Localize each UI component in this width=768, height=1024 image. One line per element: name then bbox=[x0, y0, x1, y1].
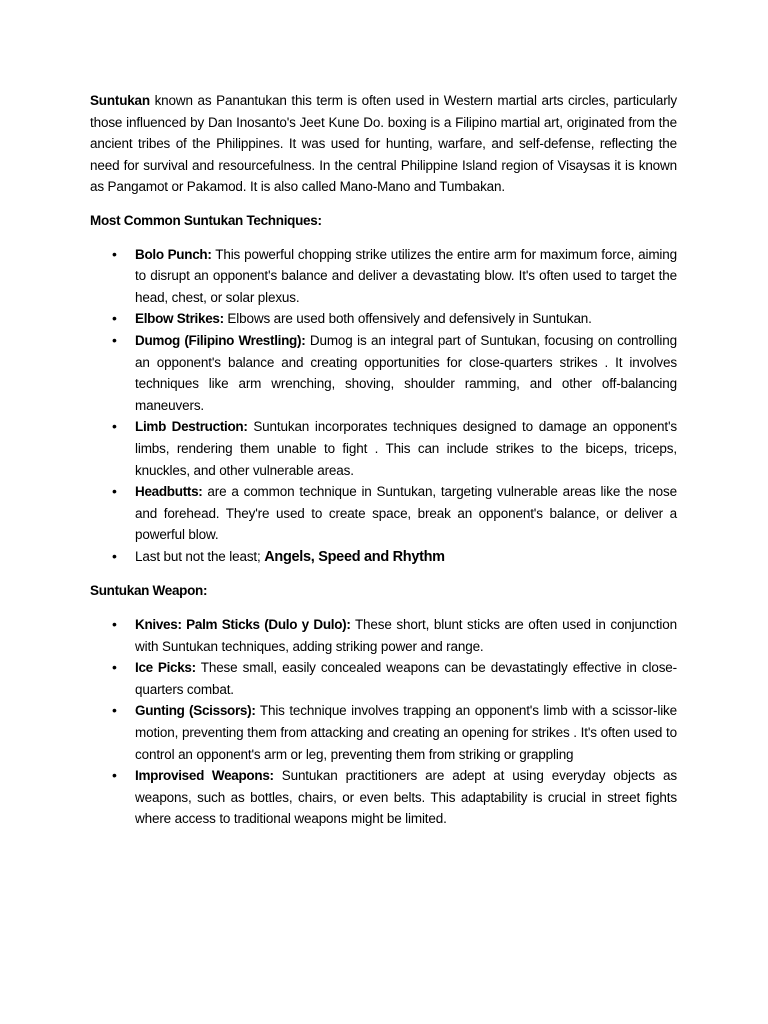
techniques-list bbox=[90, 244, 677, 569]
list-item bbox=[90, 330, 677, 416]
item-term: Limb Destruction: bbox=[135, 419, 248, 435]
bullet-icon: • bbox=[112, 418, 117, 435]
item-term: Elbow Strikes: bbox=[135, 311, 224, 327]
weapons-list bbox=[90, 614, 677, 830]
item-term: Headbutts: bbox=[135, 484, 203, 500]
item-term: Ice Picks: bbox=[135, 660, 196, 676]
last-item-emphasis: Angels, Speed and Rhythm bbox=[264, 548, 445, 565]
list-item bbox=[90, 244, 677, 309]
list-item bbox=[90, 481, 677, 546]
bullet-icon: • bbox=[112, 616, 117, 633]
item-term: Gunting (Scissors): bbox=[135, 703, 256, 719]
bullet-icon: • bbox=[112, 767, 117, 784]
item-term: Improvised Weapons: bbox=[135, 768, 274, 784]
item-text: Dumog is an integral part of Suntukan, focusing on controlling an opponent's balance and creating opportunities for close-quarters strikes . It involves techniques like arm wrenching, shoving, shoulder ramming, and other off-balancing maneuvers. bbox=[135, 332, 677, 413]
item-text: This powerful chopping strike utilizes the entire arm for maximum force, aiming to disrupt an opponent's balance and deliver a devastating blow. It's often used to target the head, chest, or solar plexus. bbox=[135, 246, 677, 305]
item-term: Knives: Palm Sticks (Dulo y Dulo): bbox=[135, 617, 351, 633]
last-item-text: Last but not the least; bbox=[135, 548, 265, 564]
bullet-icon: • bbox=[112, 547, 117, 564]
intro-paragraph bbox=[90, 90, 677, 198]
bullet-icon: • bbox=[112, 659, 117, 676]
list-item bbox=[90, 657, 677, 700]
bullet-icon: • bbox=[112, 245, 117, 262]
item-text: are a common technique in Suntukan, targeting vulnerable areas like the nose and forehead. They're used to create space, break an opponent's balance, or deliver a powerful blow. bbox=[135, 484, 677, 543]
list-item bbox=[90, 416, 677, 481]
techniques-heading: Most Common Suntukan Techniques: bbox=[90, 212, 322, 228]
bullet-icon: • bbox=[112, 310, 117, 327]
list-item bbox=[90, 614, 677, 657]
item-text: Elbows are used both offensively and defensively in Suntukan. bbox=[223, 311, 592, 327]
list-item bbox=[90, 308, 677, 330]
bullet-icon: • bbox=[112, 702, 117, 719]
list-item bbox=[90, 700, 677, 765]
item-term: Dumog (Filipino Wrestling): bbox=[135, 332, 306, 348]
document-page bbox=[90, 90, 677, 830]
item-text: Suntukan practitioners are adept at using everyday objects as weapons, such as bottles, chairs, or even belts. This adaptability is crucial in street fights where access to traditional weapons might be limited. bbox=[135, 768, 677, 827]
item-term: Bolo Punch: bbox=[135, 246, 212, 262]
item-text: These small, easily concealed weapons can be devastatingly effective in close-quarters combat. bbox=[135, 660, 678, 697]
bullet-icon: • bbox=[112, 483, 117, 500]
bullet-icon: • bbox=[112, 331, 117, 348]
item-text: This technique involves trapping an opponent's limb with a scissor-like motion, preventing them from attacking and creating an opening for strikes . It's often used to control an opponent's arm or leg, preventing them from striking or grappling bbox=[135, 703, 677, 762]
intro-lead-term: Suntukan bbox=[90, 93, 150, 108]
item-text: These short, blunt sticks are often used in conjunction with Suntukan techniques, adding striking power and range. bbox=[135, 617, 677, 654]
intro-text: known as Panantukan this term is often used in Western martial arts circles, particularly those influenced by Dan Inosanto's Jeet Kune Do. boxing is a Filipino martial art, originated from the ancient tribes of the Philippines. It was used for hunting, warfare, and self-defense, reflecting the need for survival and resourcefulness. In the central Philippine Island region of Visaysas it is known as Pangamot or Pakamod. It is also called Mano-Mano and Tumbakan. bbox=[90, 93, 677, 195]
item-text: Suntukan incorporates techniques designed to damage an opponent's limbs, rendering them unable to fight . This can include strikes to the biceps, triceps, knuckles, and other vulnerable areas. bbox=[135, 419, 678, 478]
list-item bbox=[90, 765, 677, 830]
weapons-heading: Suntukan Weapon: bbox=[90, 583, 208, 599]
list-item bbox=[90, 546, 677, 569]
